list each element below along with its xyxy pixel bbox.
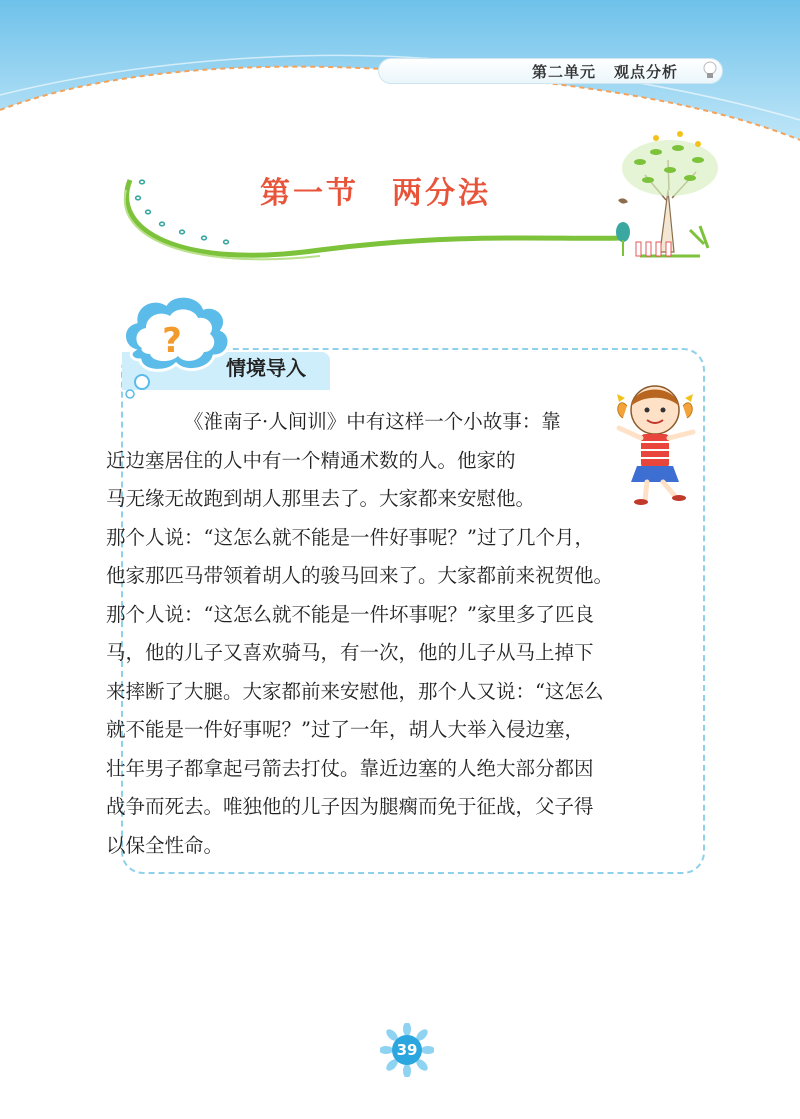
story-line: 就不能是一件好事呢？”过了一年，胡人大举入侵边塞， bbox=[106, 718, 584, 741]
tree-illustration bbox=[616, 131, 718, 256]
story-line: 以保全性命。 bbox=[106, 833, 224, 857]
section-title: 第一节 两分法 bbox=[260, 176, 491, 211]
story-line: 战争而死去。唯独他的儿子因为腿瘸而免于征战，父子得 bbox=[106, 795, 594, 818]
question-cloud-badge bbox=[112, 290, 332, 400]
page-number: 39 bbox=[396, 1041, 418, 1059]
story-paragraph bbox=[106, 403, 680, 865]
lightbulb-icon bbox=[700, 60, 720, 82]
story-line: 他家那匹马带领着胡人的骏马回来了。大家都前来祝贺他。 bbox=[106, 564, 614, 587]
story-line: 壮年男子都拿起弓箭去打仗。靠近边塞的人绝大部分都因 bbox=[106, 756, 594, 780]
story-line: 马，他的儿子又喜欢骑马，有一次，他的儿子从马上掉下 bbox=[106, 641, 594, 664]
unit-label: 第二单元 bbox=[531, 62, 596, 81]
story-line: 《淮南子·人间训》中有这样一个小故事：靠 bbox=[184, 410, 561, 433]
page-number-badge bbox=[380, 1023, 434, 1077]
unit-header bbox=[378, 58, 723, 84]
story-line: 马无缘无故跑到胡人那里去了。大家都来安慰他。 bbox=[106, 487, 536, 510]
question-mark-icon: ? bbox=[162, 321, 182, 361]
topic-label: 观点分析 bbox=[613, 62, 678, 81]
story-line: 近边塞居住的人中有一个精通术数的人。他家的 bbox=[106, 448, 516, 472]
story-line: 那个人说：“这怎么就不能是一件好事呢？”过了几个月， bbox=[106, 525, 594, 549]
story-line: 那个人说：“这怎么就不能是一件坏事呢？”家里多了匹良 bbox=[106, 602, 594, 626]
story-line: 来摔断了大腿。大家都前来安慰他，那个人又说：“这怎么 bbox=[106, 679, 604, 703]
intro-label: 情境导入 bbox=[226, 356, 306, 380]
